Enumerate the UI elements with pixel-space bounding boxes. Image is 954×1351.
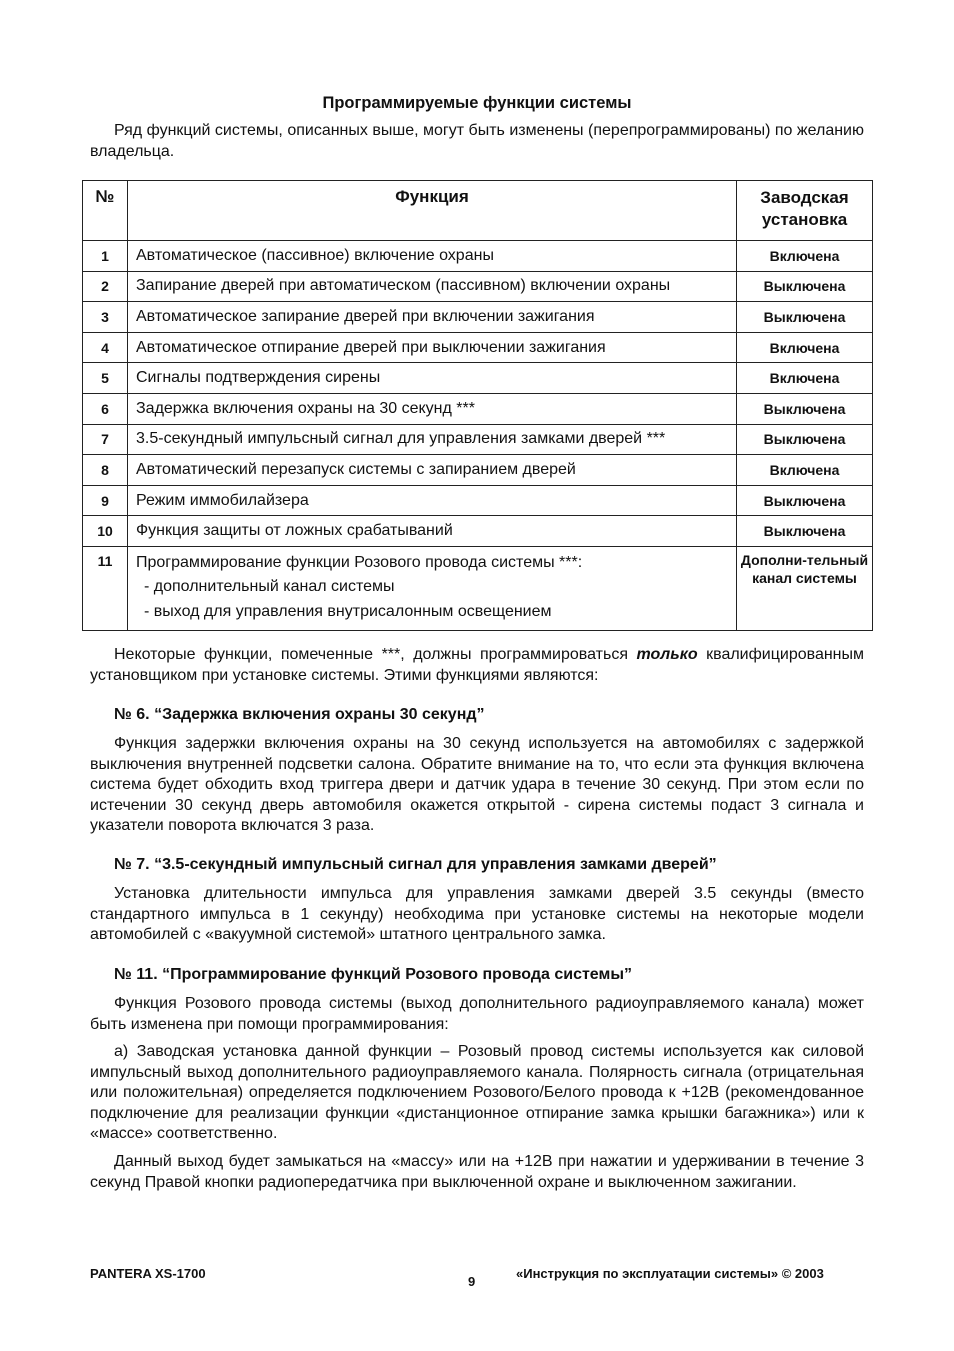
row-function-main: Программирование функции Розового провода системы ***: <box>136 553 583 571</box>
row-number: 6 <box>83 393 128 424</box>
row-number: 9 <box>83 485 128 516</box>
row-function: 3.5-секундный импульсный сигнал для управления замками дверей *** <box>128 424 737 455</box>
row-number: 2 <box>83 271 128 302</box>
row-function-option: - дополнительный канал системы <box>144 578 395 596</box>
intro-paragraph: Ряд функций системы, описанных выше, могут быть изменены (перепрограммированы) по желанию владельца. <box>90 122 864 160</box>
section-paragraph: а) Заводская установка данной функции – Розовый провод системы используется как силовой импульсный выход дополнительного радиоуправляемого канала. Полярность сигнала (отрицательная или положительная) определяется подключением Розового/Белого провода к +12В (рекомендованное подключение для реализации функции «дистанционное отпирание замка крышки багажника») или к «массе» соответственно. <box>90 1043 864 1142</box>
table-row <box>83 546 873 631</box>
row-default: Выключена <box>737 271 873 302</box>
section-paragraph: Функция задержки включения охраны на 30 секунд используется на автомобилях с задержкой выключения внутренней подсветки салона. Обратите внимание на то, что если эта функция включена система будет обходить вход триггера двери и датчик удара в течение 30 секунд. При этом если по истечении 30 секунд дверь автомобиля окажется открытой - сирена системы подаст 3 сигнала и указатели поворота включатся 3 раза. <box>90 735 864 834</box>
row-function: Автоматическое запирание дверей при включении зажигания <box>128 302 737 333</box>
row-default: Выключена <box>737 485 873 516</box>
row-number: 5 <box>83 363 128 394</box>
note-text-end: квалифицированным установщиком при установке системы. Этими функциями являются: <box>90 646 865 684</box>
row-function-option: - выход для управления внутрисалонным освещением <box>144 602 552 620</box>
row-number: 11 <box>83 546 128 631</box>
row-default: Выключена <box>737 393 873 424</box>
note-text: Некоторые функции, помеченные ***, должны программироваться <box>114 646 637 663</box>
row-default: Выключена <box>737 424 873 455</box>
header-function: Функция <box>128 181 737 241</box>
footer-document-title: «Инструкция по эксплуатации системы» © 2003 <box>516 1266 824 1281</box>
row-function <box>128 546 737 631</box>
row-default: Включена <box>737 241 873 272</box>
note-emphasis: только <box>636 646 698 663</box>
page-number: 9 <box>468 1274 476 1289</box>
section-paragraph: Функция Розового провода системы (выход дополнительного радиоуправляемого канала) может быть изменена при помощи программирования: <box>90 995 864 1033</box>
row-number: 8 <box>83 455 128 486</box>
row-default: Включена <box>737 363 873 394</box>
row-function: Запирание дверей при автоматическом (пассивном) включении охраны <box>128 271 737 302</box>
table-row <box>83 271 873 302</box>
row-number: 1 <box>83 241 128 272</box>
row-default: Включена <box>737 332 873 363</box>
row-number: 3 <box>83 302 128 333</box>
section-heading: № 11. “Программирование функций Розового провода системы” <box>114 966 632 983</box>
footer-product: PANTERA XS-1700 <box>90 1266 206 1281</box>
row-default: Включена <box>737 455 873 486</box>
table-row <box>83 393 873 424</box>
table-row <box>83 302 873 333</box>
header-default: Заводская установка <box>737 181 873 241</box>
table-row <box>83 485 873 516</box>
table-row <box>83 455 873 486</box>
row-default: Выключена <box>737 302 873 333</box>
row-function: Сигналы подтверждения сирены <box>128 363 737 394</box>
row-function: Функция защиты от ложных срабатываний <box>128 516 737 547</box>
table-header-row <box>83 181 873 241</box>
table-row <box>83 241 873 272</box>
table-row <box>83 332 873 363</box>
note-paragraph <box>90 645 864 686</box>
page-title: Программируемые функции системы <box>322 94 632 112</box>
functions-table <box>82 180 873 631</box>
row-function: Режим иммобилайзера <box>128 485 737 516</box>
row-default: Выключена <box>737 516 873 547</box>
row-number: 4 <box>83 332 128 363</box>
row-function: Автоматическое отпирание дверей при выключении зажигания <box>128 332 737 363</box>
section-paragraph: Данный выход будет замыкаться на «массу» или на +12В при нажатии и удерживании в течение 3 секунд Правой кнопки радиопередатчика при выключенной охране и выключенном зажигании. <box>90 1153 864 1191</box>
table-row <box>83 424 873 455</box>
row-function: Автоматический перезапуск системы с запиранием дверей <box>128 455 737 486</box>
section-paragraph: Установка длительности импульса для управления замками дверей 3.5 секунды (вместо стандартного импульса в 1 секунду) необходима при установке системы на некоторые модели автомобилей с «вакуумной системой» штатного центрального замка. <box>90 885 864 943</box>
section-heading: № 6. “Задержка включения охраны 30 секунд” <box>114 706 485 723</box>
section-heading: № 7. “3.5-секундный импульсный сигнал для управления замками дверей” <box>114 856 717 873</box>
table-row <box>83 516 873 547</box>
row-number: 7 <box>83 424 128 455</box>
header-number: № <box>83 181 128 241</box>
row-function: Автоматическое (пассивное) включение охраны <box>128 241 737 272</box>
row-function: Задержка включения охраны на 30 секунд *** <box>128 393 737 424</box>
table-row <box>83 363 873 394</box>
row-number: 10 <box>83 516 128 547</box>
row-default: Дополни-тельный канал системы <box>737 546 873 631</box>
